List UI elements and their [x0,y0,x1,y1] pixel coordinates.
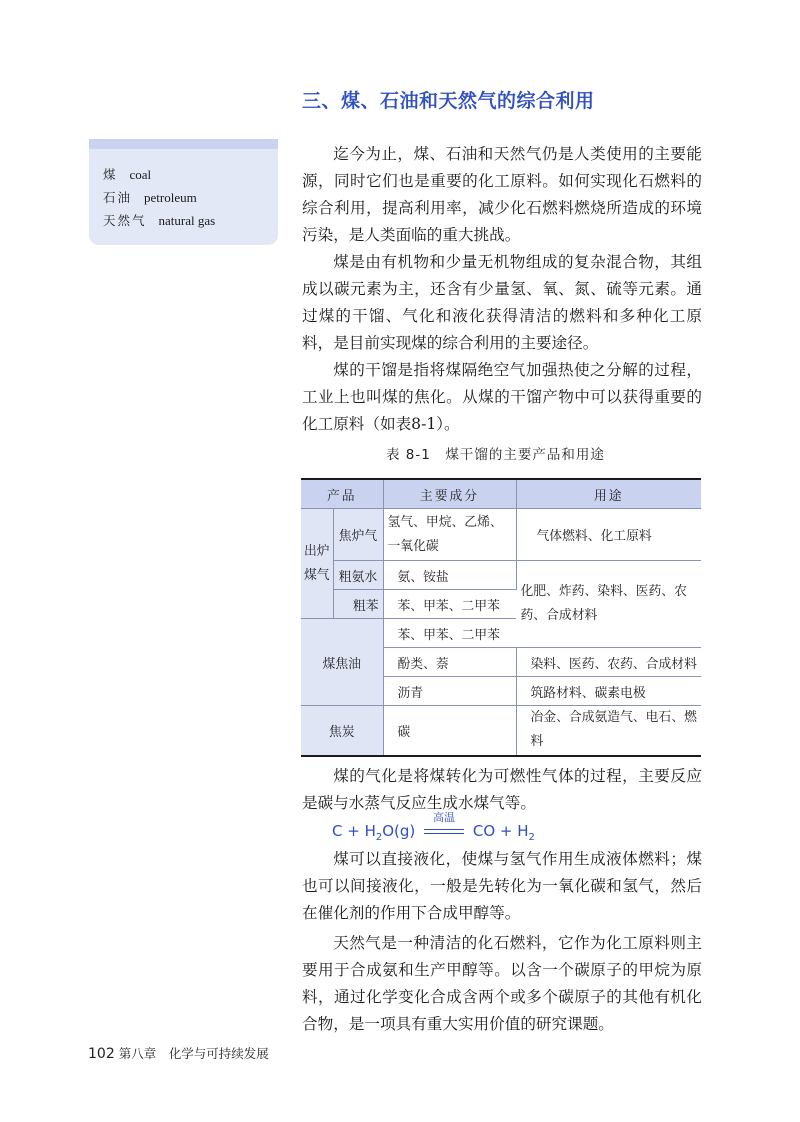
vocab-chinese: 煤 [103,167,118,182]
equation-subscript: 2 [528,832,535,843]
page-number: 102 [88,1046,115,1062]
table-cell-components: 酚类、萘 [383,648,516,677]
table-cell-product: 粗氨水 [333,561,383,590]
paragraph-liquefaction: 煤可以直接液化，使煤与氢气作用生成液体燃料；煤也可以间接液化，一般是先转化为一氧化碳和氢气，然后在催化剂的作用下合成甲醇等。 [302,850,702,922]
table-cell-product: 粗苯 [333,590,383,619]
table-cell-product: 煤焦油 [301,619,383,706]
coal-distillation-table [301,478,701,757]
vocab-item [103,186,278,209]
table-header-row [301,479,701,509]
equation-reactant: C + H [332,822,376,840]
equation-condition: 高温 [433,810,456,824]
paragraph-gasification: 煤的气化是将煤转化为可燃性气体的过程，主要反应是碳与水蒸气反应生成水煤气等。 [302,767,702,812]
table-row [301,509,701,561]
paragraph-coal-composition: 煤是由有机物和少量无机物组成的复杂混合物，其组成以碳元素为主，还含有少量氢、氧、氮、硫等元素。通过煤的干馏、气化和液化获得清洁的燃料和多种化工原料，是目前实现煤的综合利用的主要途径。 [302,253,702,352]
equation-product: CO + H [472,822,529,840]
paragraph-intro: 迄今为止，煤、石油和天然气仍是人类使用的主要能源，同时它们也是重要的化工原料。如何实现化石燃料的综合利用，提高利用率，减少化石燃料燃烧所造成的环境污染，是人类面临的重大挑战。 [302,145,702,244]
table-cell-components: 沥青 [383,677,516,706]
table-cell-use: 染料、医药、农药、合成材料 [516,648,701,677]
chemical-equation [332,810,535,843]
table-cell-components: 氢气、甲烷、乙烯、一氧化碳 [383,509,516,561]
vocab-chinese: 石油 [103,190,133,205]
table-cell-product: 焦炭 [301,706,383,756]
table-cell-components: 碳 [383,706,516,756]
paragraph-coal-distillation: 煤的干馏是指将煤隔绝空气加强热使之分解的过程，工业上也叫煤的焦化。从煤的干馏产物中可以获得重要的化工原料（如表8-1）。 [302,361,702,433]
table-cell-components: 苯、甲苯、二甲苯 [383,619,516,648]
table-row [301,561,701,590]
paragraph-natural-gas: 天然气是一种清洁的化石燃料，它作为化工原料则主要用于合成氨和生产甲醇等。以含一个碳原子的甲烷为原料，通过化学变化合成含两个或多个碳原子的其他有机化合物，是一项具有重大实用价值的研究课题。 [302,934,702,1033]
vocab-english: petroleum [144,190,197,205]
table-header: 用途 [516,479,701,509]
table-cell-components: 苯、甲苯、二甲苯 [383,590,516,619]
vocabulary-box [89,139,278,245]
table-cell-use: 筑路材料、碳素电极 [516,677,701,706]
table-cell-components: 氨、铵盐 [383,561,516,590]
table-cell-use: 气体燃料、化工原料 [516,509,701,561]
section-heading: 三、煤、石油和天然气的综合利用 [302,90,595,112]
vocab-item [103,163,278,186]
equation-equals-sign [424,810,464,838]
table-header: 主要成分 [383,479,516,509]
table-row [301,706,701,756]
equation-reactant: O(g) [382,822,416,840]
vocab-chinese: 天然气 [103,213,147,228]
chapter-title: 第八章 化学与可持续发展 [118,1046,269,1061]
equation-subscript: 2 [375,832,383,843]
table-caption: 表 8-1 煤干馏的主要产品和用途 [386,447,605,463]
table-cell-use: 冶金、合成氨造气、电石、燃料 [516,706,701,756]
vocab-english: natural gas [158,213,216,228]
table-cell-use: 化肥、炸药、染料、医药、农药、合成材料 [516,561,701,648]
vocab-english: coal [129,167,152,182]
table-cell-group: 出炉煤气 [301,509,333,619]
page-footer [88,1044,269,1062]
table-header: 产品 [301,479,383,509]
table-cell-product: 焦炉气 [333,509,383,561]
vocab-item [103,209,278,232]
